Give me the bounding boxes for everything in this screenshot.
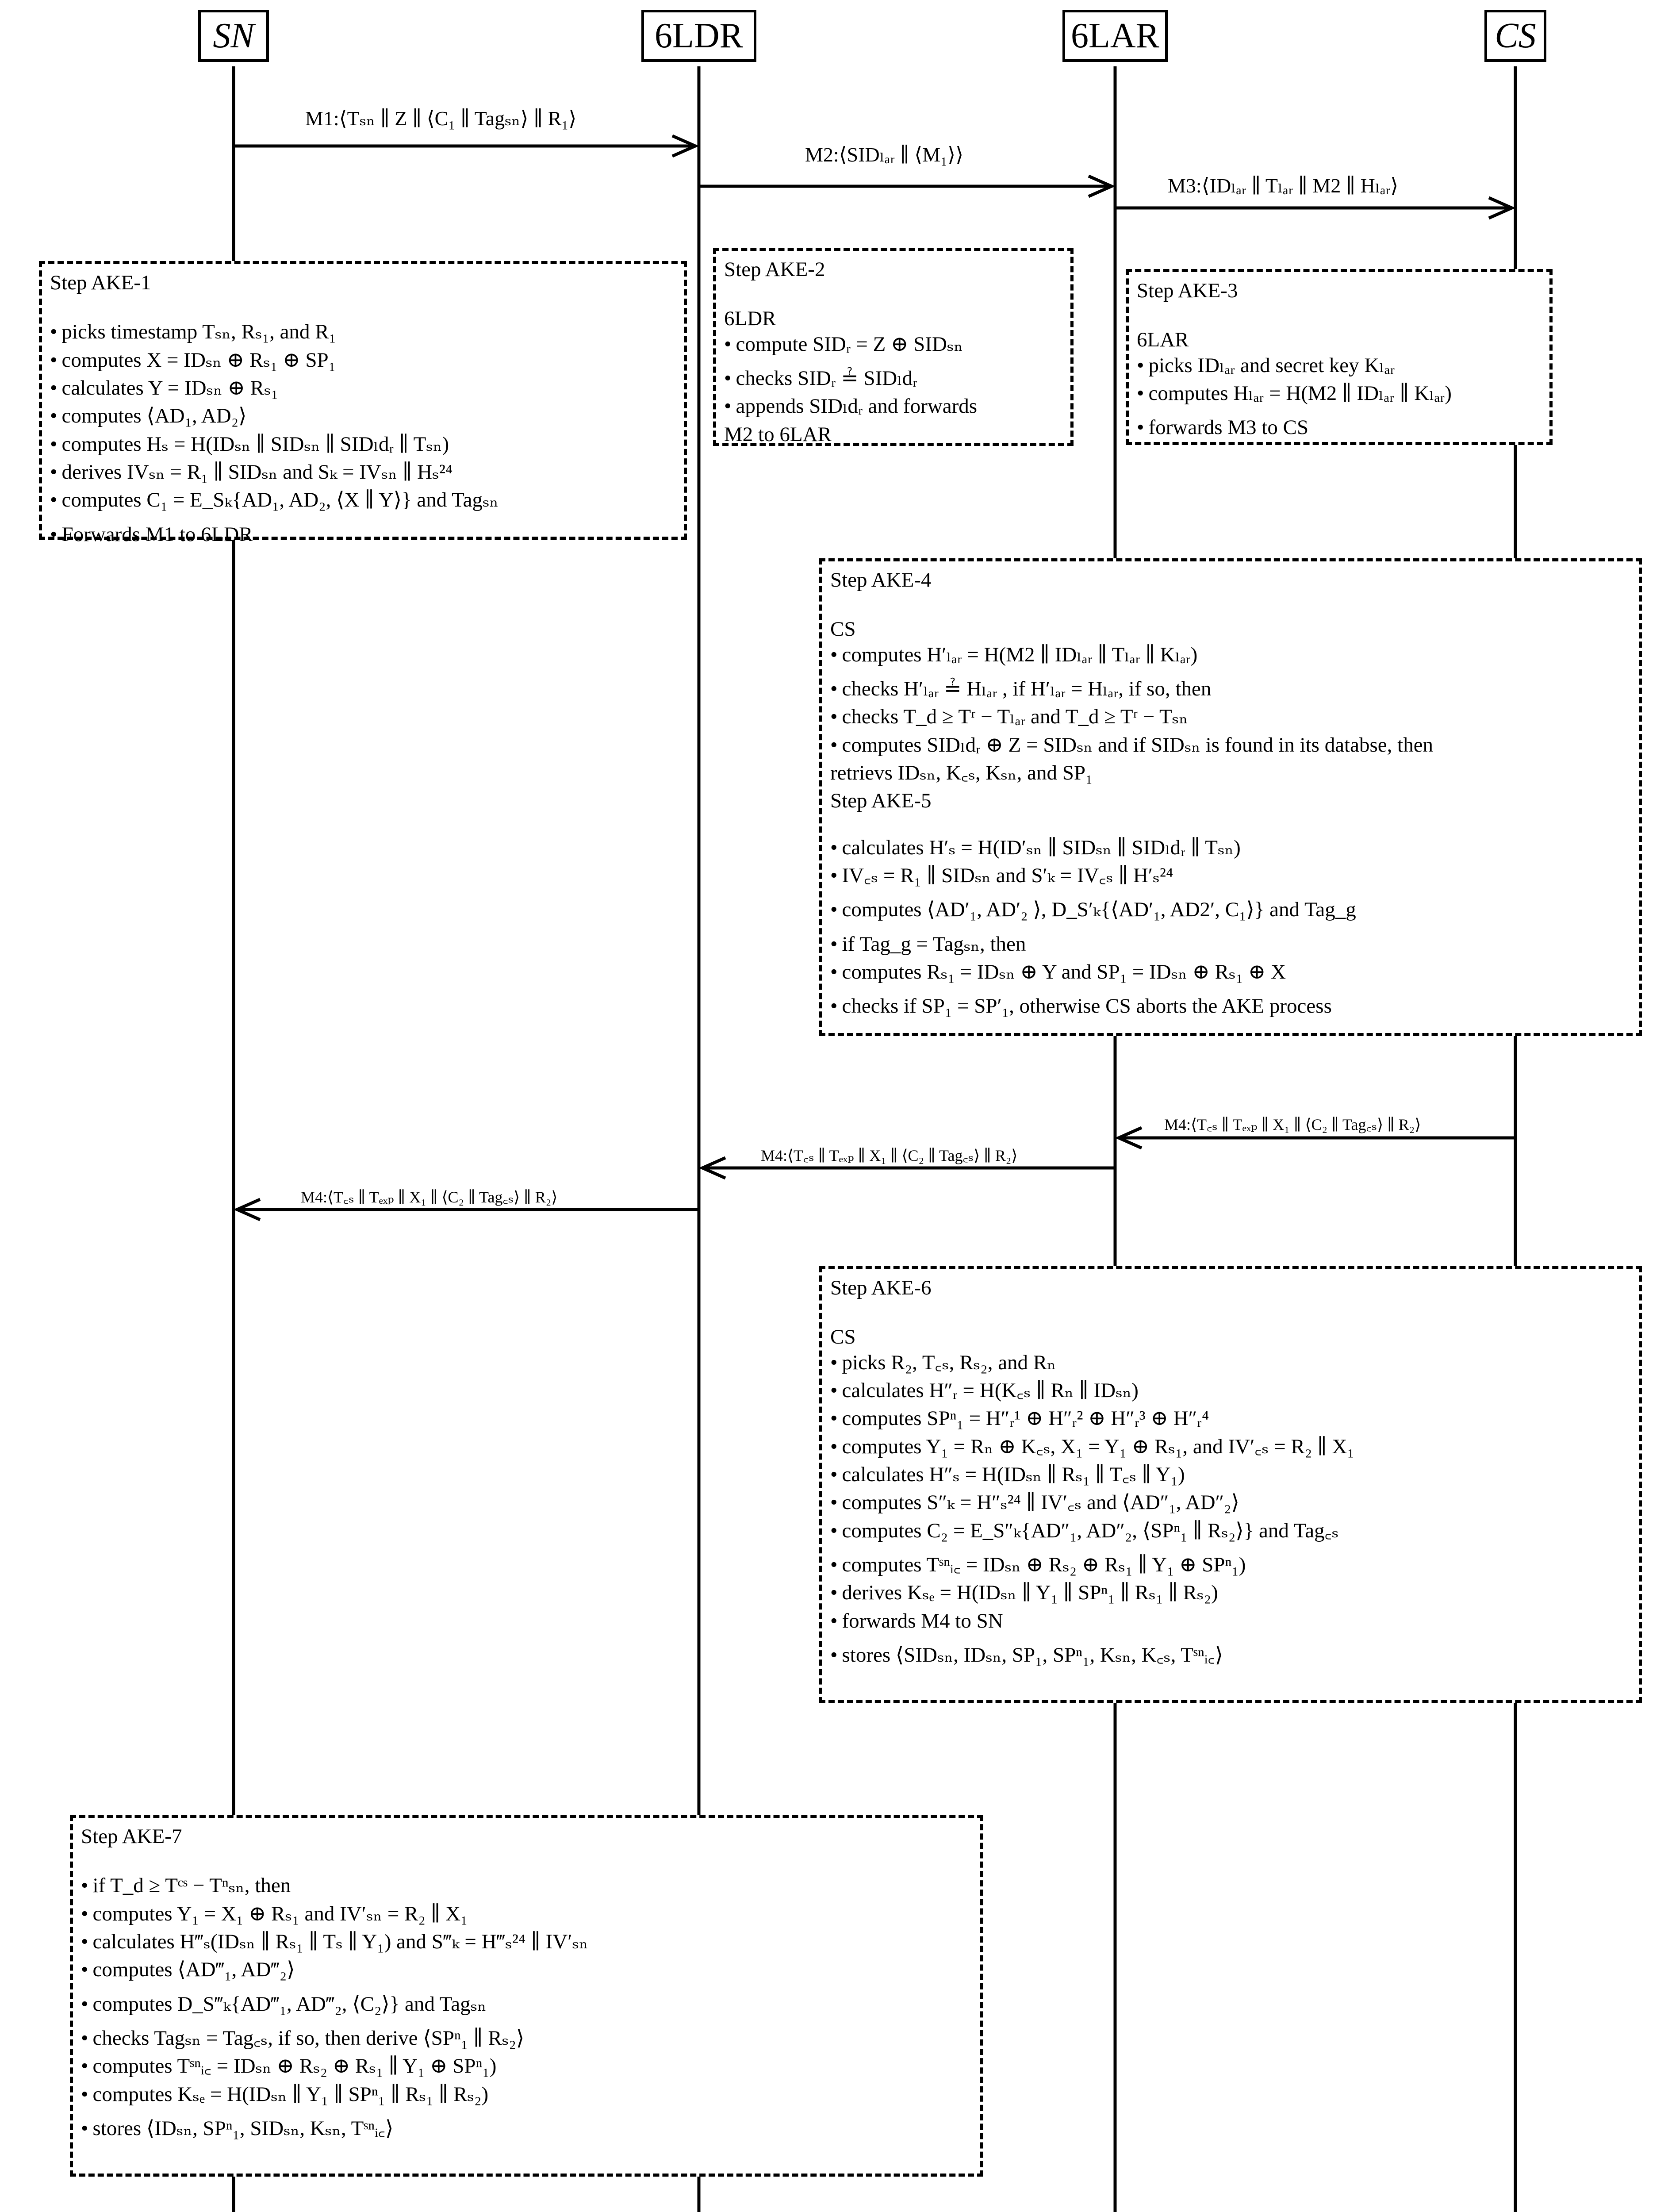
message-m3-label: M3:⟨IDₗₐᵣ ∥ Tₗₐᵣ ∥ M2 ∥ Hₗₐᵣ⟩ [1168,174,1399,197]
step-ake2-title: Step AKE-2 [724,258,825,281]
step-ake7-line: • computes Tˢⁿᵢ꜀ = IDₛₙ ⊕ Rₛ₂ ⊕ Rₛ₁ ∥ Y₁ ⊕ SPⁿ₁) [81,2055,497,2078]
arrow-m1 [234,136,695,156]
entity-6lar [1062,10,1168,62]
step-ake5-line: • checks if SP₁ = SP′₁, otherwise CS aborts the AKE process [830,995,1332,1018]
entity-6lar-label: 6LAR [1071,16,1159,55]
step-ake5-line: • if Tag_g = Tagₛₙ, then [830,932,1026,956]
step-ake3-line: • computes Hₗₐᵣ = H(M2 ∥ IDₗₐᵣ ∥ Kₗₐᵣ) [1137,381,1452,405]
step-ake5-line: • computes ⟨AD′₁, AD′₂ ⟩, D_S′ₖ{⟨AD′₁, AD2′, C₁⟩} and Tag_g [830,898,1356,922]
message-m4-6ldr-sn-label: M4:⟨T꜀ₛ ∥ Tₑₓₚ ∥ X₁ ∥ ⟨C₂ ∥ Tag꜀ₛ⟩ ∥ R₂⟩ [301,1188,558,1206]
step-ake4-tail: retrievs IDₛₙ, K꜀ₛ, Kₛₙ, and SP₁ [830,761,1093,784]
step-ake6-title: Step AKE-6 [830,1276,932,1299]
step-ake6-line: • calculates H″ᵣ = H(K꜀ₛ ∥ Rₙ ∥ IDₛₙ) [830,1379,1139,1402]
entity-sn-label: SN [213,16,254,55]
message-m2-label: M2:⟨SIDₗₐᵣ ∥ ⟨M₁⟩⟩ [805,143,964,166]
step-ake7-title: Step AKE-7 [81,1825,182,1848]
step-ake4-line: • checks T_d ≥ Tʳ − Tₗₐᵣ and T_d ≥ Tʳ − Tₛₙ [830,705,1188,729]
step-ake5-title: Step AKE-5 [830,789,932,813]
step-ake6-owner: CS [830,1325,856,1349]
step-ake2-line: • checks SIDᵣ ≟ SIDₗdᵣ [724,366,917,390]
step-ake6-line: • computes Y₁ = Rₙ ⊕ K꜀ₛ, X₁ = Y₁ ⊕ Rₛ₁, and IV′꜀ₛ = R₂ ∥ X₁ [830,1435,1354,1458]
step-ake2-tail: M2 to 6LAR [724,422,832,446]
step-ake2-box [713,248,1074,446]
step-ake6-line: • computes Tˢⁿᵢ꜀ = IDₛₙ ⊕ Rₛ₂ ⊕ Rₛ₁ ∥ Y₁ ⊕ SPⁿ₁) [830,1553,1246,1576]
step-ake6-line: • stores ⟨SIDₛₙ, IDₛₙ, SP₁, SPⁿ₁, Kₛₙ, K꜀ₛ, Tˢⁿᵢ꜀⟩ [830,1643,1223,1667]
step-ake7-line: • calculates H‴ₛ(IDₛₙ ∥ Rₛ₁ ∥ Tₛ ∥ Y₁) and S‴ₖ = H‴ₛ²⁴ ∥ IV′ₛₙ [81,1930,588,1953]
step-ake1-line: • calculates Y = IDₛₙ ⊕ Rₛ₁ [50,376,279,399]
arrow-m2 [699,176,1112,196]
step-ake7-line: • computes D_S‴ₖ{AD‴₁, AD‴₂, ⟨C₂⟩} and Tagₛₙ [81,1992,487,2016]
step-ake1-box [39,261,687,546]
step-ake6-line: • forwards M4 to SN [830,1609,1003,1632]
step-ake3-owner: 6LAR [1137,328,1189,352]
step-ake7-box [70,1815,983,2177]
message-m1-label: M1:⟨Tₛₙ ∥ Z ∥ ⟨C₁ ∥ Tagₛₙ⟩ ∥ R₁⟩ [305,107,577,130]
step-ake1-line: • picks timestamp Tₛₙ, Rₛ₁, and R₁ [50,320,336,344]
step-ake1-line: • computes C₁ = E_Sₖ{AD₁, AD₂, ⟨X ∥ Y⟩} and Tagₛₙ [50,488,499,512]
step-ake3-box [1126,269,1553,445]
step-ake1-line: • computes ⟨AD₁, AD₂⟩ [50,404,247,428]
step-ake3-line: • forwards M3 to CS [1137,416,1309,439]
step-ake6-line: • derives Kₛₑ = H(IDₛₙ ∥ Y₁ ∥ SPⁿ₁ ∥ Rₛ₁ ∥ Rₛ₂) [830,1581,1218,1605]
step-ake3-line: • picks IDₗₐᵣ and secret key Kₗₐᵣ [1137,353,1395,377]
step-ake4-line: • checks H′ₗₐᵣ ≟ Hₗₐᵣ , if H′ₗₐᵣ = Hₗₐᵣ, if so, then [830,677,1212,700]
step-ake6-line: • computes S″ₖ = H″ₛ²⁴ ∥ IV′꜀ₛ and ⟨AD″₁, AD″₂⟩ [830,1491,1239,1514]
entity-6ldr-label: 6LDR [655,16,743,55]
step-ake5-line: • IV꜀ₛ = R₁ ∥ SIDₛₙ and S′ₖ = IV꜀ₛ ∥ H′ₛ²⁴ [830,864,1173,887]
step-ake3-title: Step AKE-3 [1137,279,1238,302]
step-ake1-title: Step AKE-1 [50,271,151,294]
step-ake4-line: • computes SIDₗdᵣ ⊕ Z = SIDₛₙ and if SIDₛₙ is found in its databse, then [830,733,1434,757]
step-ake2-owner: 6LDR [724,307,776,330]
step-ake2-line: • compute SIDᵣ = Z ⊕ SIDₛₙ [724,332,963,356]
step-ake7-line: • stores ⟨IDₛₙ, SPⁿ₁, SIDₛₙ, Kₛₙ, Tˢⁿᵢ꜀⟩ [81,2116,394,2140]
step-ake7-line: • checks Tagₛₙ = Tag꜀ₛ, if so, then derive ⟨SPⁿ₁ ∥ Rₛ₂⟩ [81,2026,525,2050]
step-ake7-line: • computes ⟨AD‴₁, AD‴₂⟩ [81,1958,295,1982]
step-ake1-line: • Forwards M1 to 6LDR [50,522,253,546]
step-ake6-line: • picks R₂, T꜀ₛ, Rₛ₂, and Rₙ [830,1351,1056,1374]
message-m4-6lar-6ldr-label: M4:⟨T꜀ₛ ∥ Tₑₓₚ ∥ X₁ ∥ ⟨C₂ ∥ Tag꜀ₛ⟩ ∥ R₂⟩ [761,1147,1018,1164]
step-ake1-line: • computes Hₛ = H(IDₛₙ ∥ SIDₛₙ ∥ SIDₗdᵣ ∥ Tₛₙ) [50,432,449,456]
step-ake1-line: • derives IVₛₙ = R₁ ∥ SIDₛₙ and Sₖ = IVₛₙ ∥ Hₛ²⁴ [50,460,453,484]
step-ake6-line: • calculates H″ₛ = H(IDₛₙ ∥ Rₛ₁ ∥ T꜀ₛ ∥ Y₁) [830,1463,1185,1486]
entity-cs [1484,10,1546,62]
step-ake4-line: • computes H′ₗₐᵣ = H(M2 ∥ IDₗₐᵣ ∥ Tₗₐᵣ ∥ Kₗₐᵣ) [830,643,1198,666]
step-ake7-line: • computes Y₁ = X₁ ⊕ Rₛ₁ and IV′ₛₙ = R₂ ∥ X₁ [81,1902,468,1925]
step-ake7-line: • if T_d ≥ Tᶜˢ − Tⁿₛₙ, then [81,1874,291,1897]
step-ake4-5-box [819,558,1642,1036]
step-ake6-box [819,1266,1642,1703]
step-ake2-line: • appends SIDₗdᵣ and forwards [724,395,978,418]
step-ake5-line: • calculates H′ₛ = H(ID′ₛₙ ∥ SIDₛₙ ∥ SIDₗdᵣ ∥ Tₛₙ) [830,836,1241,859]
entity-sn [198,10,269,62]
step-ake6-line: • computes C₂ = E_S″ₖ{AD″₁, AD″₂, ⟨SPⁿ₁ ∥ Rₛ₂⟩} and Tag꜀ₛ [830,1519,1339,1542]
step-ake6-line: • computes SPⁿ₁ = H″ᵣ¹ ⊕ H″ᵣ² ⊕ H″ᵣ³ ⊕ H″ᵣ⁴ [830,1407,1209,1430]
entity-cs-label: CS [1495,16,1536,55]
step-ake4-owner: CS [830,618,856,641]
step-ake7-line: • computes Kₛₑ = H(IDₛₙ ∥ Y₁ ∥ SPⁿ₁ ∥ Rₛ₁ ∥ Rₛ₂) [81,2082,489,2106]
step-ake1-line: • computes X = IDₛₙ ⊕ Rₛ₁ ⊕ SP₁ [50,348,336,372]
entity-6ldr [641,10,756,62]
step-ake5-line: • computes Rₛ₁ = IDₛₙ ⊕ Y and SP₁ = IDₛₙ ⊕ Rₛ₁ ⊕ X [830,960,1286,983]
arrow-m3 [1115,198,1512,218]
message-m4-cs-6lar-label: M4:⟨T꜀ₛ ∥ Tₑₓₚ ∥ X₁ ∥ ⟨C₂ ∥ Tag꜀ₛ⟩ ∥ R₂⟩ [1164,1116,1421,1133]
step-ake4-title: Step AKE-4 [830,568,932,591]
